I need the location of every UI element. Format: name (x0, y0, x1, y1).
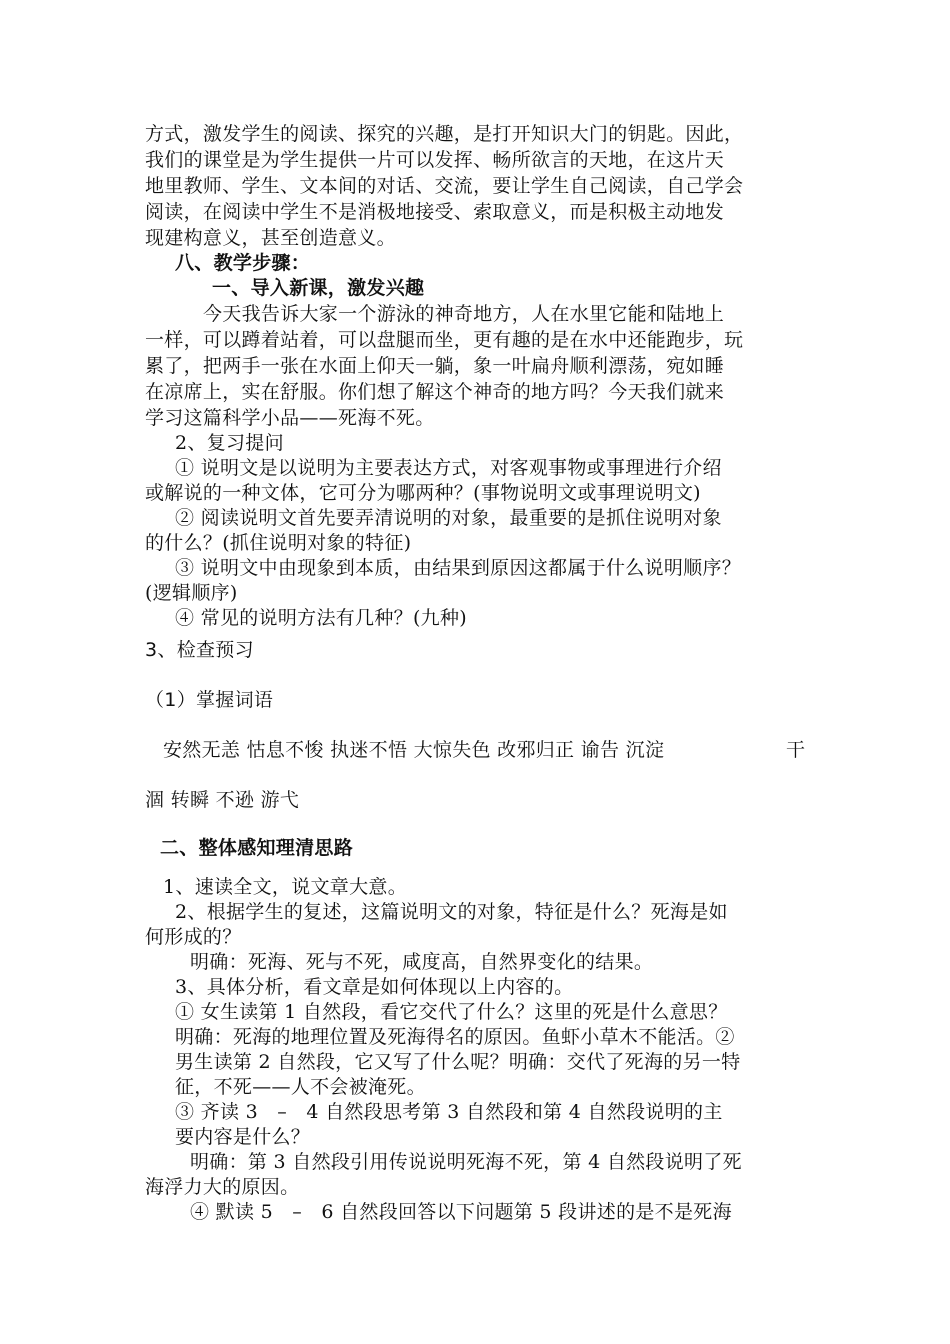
paragraph-line: 一样，可以蹲着站着，可以盘腿而坐，更有趣的是在水中还能跑步，玩 (145, 329, 744, 351)
list-item: ③ 说明文中由现象到本质，由结果到原因这都属于什么说明顺序？ (175, 557, 742, 579)
paragraph-line: 在凉席上，实在舒服。你们想了解这个神奇的地方吗？今天我们就来 (145, 381, 725, 403)
section-heading: 3、检查预习 (145, 639, 254, 661)
paragraph-line: 现建构意义，甚至创造意义。 (145, 227, 396, 249)
paragraph-line: 地里教师、学生、文本间的对话、交流，要让学生自己阅读，自己学会 (145, 175, 744, 197)
paragraph-line: 1、速读全文，说文章大意。 (163, 876, 407, 898)
paragraph-line: 累了，把两手一张在水面上仰天一躺，象一叶扁舟顺利漂荡，宛如睡 (145, 355, 725, 377)
vocabulary-word: 干 (786, 739, 806, 761)
subsection-heading: （1）掌握词语 (145, 689, 274, 711)
subsection-heading: 一、导入新课，激发兴趣 (212, 277, 425, 299)
list-item: ② 阅读说明文首先要弄清说明的对象，最重要的是抓住说明对象 (175, 507, 722, 529)
list-item-continuation: 或解说的一种文体，它可分为哪两种？(事物说明文或事理说明文) (145, 482, 701, 504)
list-item-continuation: 明确：死海的地理位置及死海得名的原因。鱼虾小草木不能活。② (175, 1026, 735, 1048)
paragraph-line: 阅读，在阅读中学生不是消极地接受、索取意义，而是积极主动地发 (145, 201, 725, 223)
list-item-continuation: 男生读第 2 自然段，它又写了什么呢？明确：交代了死海的另一特 (175, 1051, 741, 1073)
list-item: ④ 常见的说明方法有几种？(九种) (175, 607, 467, 629)
list-item-continuation: (逻辑顺序) (145, 582, 238, 604)
paragraph-line: 方式，激发学生的阅读、探究的兴趣，是打开知识大门的钥匙。因此， (145, 123, 744, 145)
paragraph-line: 今天我告诉大家一个游泳的神奇地方，人在水里它能和陆地上 (203, 303, 725, 325)
section-heading: 二、整体感知理清思路 (160, 837, 354, 859)
paragraph-line: 2、根据学生的复述，这篇说明文的对象，特征是什么？死海是如 (175, 901, 728, 923)
paragraph-line: 3、具体分析，看文章是如何体现以上内容的。 (175, 976, 574, 998)
answer-line: 明确：死海、死与不死，咸度高，自然界变化的结果。 (190, 951, 654, 973)
list-item-continuation: 征，不死——人不会被淹死。 (175, 1076, 426, 1098)
vocabulary-line: 安然无恙 怙息不悛 执迷不悟 大惊失色 改邪归正 谕告 沉淀 (163, 739, 665, 761)
list-item: ① 说明文是以说明为主要表达方式，对客观事物或事理进行介绍 (175, 457, 722, 479)
vocabulary-line: 涸 转瞬 不逊 游弋 (145, 789, 300, 811)
list-item: ③ 齐读 3 – 4 自然段思考第 3 自然段和第 4 自然段说明的主 (175, 1101, 723, 1123)
list-item: ① 女生读第 1 自然段，看它交代了什么？这里的死是什么意思？ (175, 1001, 728, 1023)
paragraph-line: 我们的课堂是为学生提供一片可以发挥、畅所欲言的天地，在这片天 (145, 149, 725, 171)
list-item-continuation: 的什么？(抓住说明对象的特征) (145, 532, 412, 554)
answer-line-continuation: 海浮力大的原因。 (145, 1176, 300, 1198)
list-heading: 2、复习提问 (175, 432, 284, 454)
paragraph-line: 何形成的？ (145, 926, 242, 948)
answer-line: 明确：第 3 自然段引用传说说明死海不死，第 4 自然段说明了死 (190, 1151, 742, 1173)
list-item: ④ 默读 5 – 6 自然段回答以下问题第 5 段讲述的是不是死海 (190, 1201, 732, 1223)
list-item-continuation: 要内容是什么？ (175, 1126, 311, 1148)
section-heading: 八、教学步骤： (175, 252, 311, 274)
paragraph-line: 学习这篇科学小品——死海不死。 (145, 407, 435, 429)
